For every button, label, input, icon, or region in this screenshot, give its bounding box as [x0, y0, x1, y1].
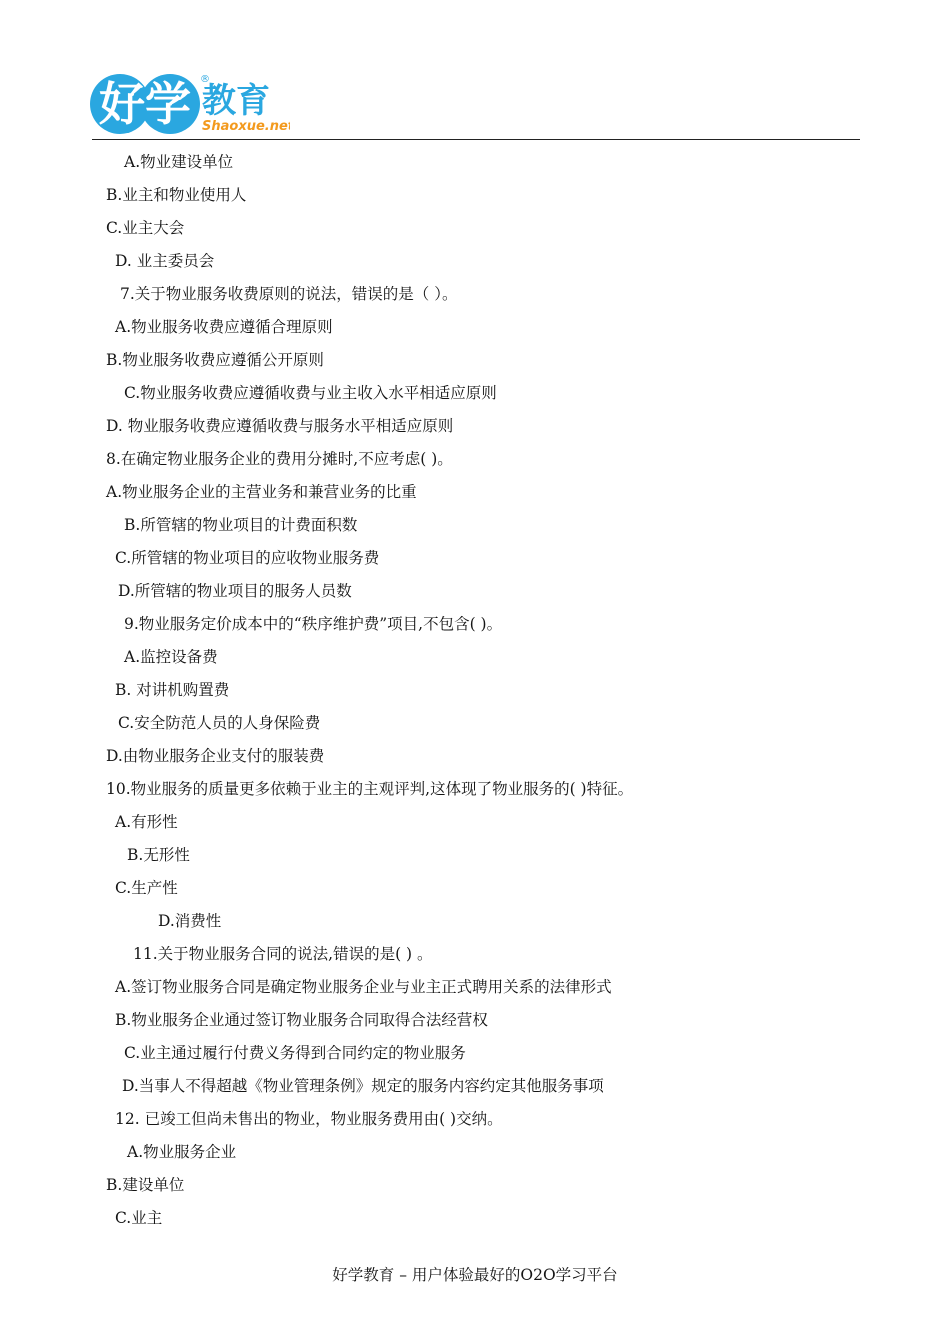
text-line: C.业主大会 [106, 219, 185, 237]
text-line: B.建设单位 [106, 1176, 185, 1194]
logo-sub-text: 教育 [202, 81, 270, 121]
text-line: A.物业建设单位 [124, 153, 234, 171]
logo-main-text: 好学 [99, 77, 191, 131]
text-line: C.安全防范人员的人身保险费 [118, 714, 321, 732]
text-line: D.所管辖的物业项目的服务人员数 [118, 582, 352, 600]
question-12: 12. 已竣工但尚未售出的物业，物业服务费用由( )交纳。 [115, 1110, 503, 1128]
text-line: B.物业服务收费应遵循公开原则 [106, 351, 324, 369]
text-line: A.物业服务企业 [127, 1143, 237, 1161]
text-line: D.当事人不得超越《物业管理条例》规定的服务内容约定其他服务事项 [122, 1077, 604, 1095]
text-line: A.签订物业服务合同是确定物业服务企业与业主正式聘用关系的法律形式 [115, 978, 612, 996]
text-line: C.所管辖的物业项目的应收物业服务费 [115, 549, 380, 567]
text-line: B.所管辖的物业项目的计费面积数 [124, 516, 358, 534]
question-9: 9.物业服务定价成本中的“秩序维护费”项目,不包含( )。 [124, 615, 503, 633]
text-line: B.业主和物业使用人 [106, 186, 247, 204]
text-line: B. 对讲机购置费 [115, 681, 230, 699]
question-10: 10.物业服务的质量更多依赖于业主的主观评判,这体现了物业服务的( )特征。 [106, 780, 634, 798]
text-line: D.消费性 [158, 912, 222, 930]
text-line: D. 业主委员会 [115, 252, 215, 270]
text-line: C.业主 [115, 1209, 163, 1227]
text-line: D. 物业服务收费应遵循收费与服务水平相适应原则 [106, 417, 454, 435]
text-line: A.有形性 [115, 813, 178, 831]
text-line: C.物业服务收费应遵循收费与业主收入水平相适应原则 [124, 384, 497, 402]
text-line: C.业主通过履行付费义务得到合同约定的物业服务 [124, 1044, 466, 1062]
text-line: B.无形性 [127, 846, 190, 864]
logo-registered-mark: ® [200, 74, 210, 85]
text-line: C.生产性 [115, 879, 178, 897]
header-rule [92, 139, 860, 140]
text-line: A.物业服务收费应遵循合理原则 [115, 318, 333, 336]
text-line: B.物业服务企业通过签订物业服务合同取得合法经营权 [115, 1011, 488, 1029]
text-line: A.物业服务企业的主营业务和兼营业务的比重 [106, 483, 417, 501]
text-line: D.由物业服务企业支付的服装费 [106, 747, 325, 765]
logo-site-text: Shaoxue.net [202, 119, 290, 134]
page-footer: 好学教育 – 用户体验最好的O2O学习平台 [332, 1266, 618, 1284]
text-line: A.监控设备费 [124, 648, 218, 666]
question-11: 11.关于物业服务合同的说法,错误的是( ) 。 [133, 945, 433, 963]
question-7: 7.关于物业服务收费原则的说法，错误的是（ ）。 [120, 285, 458, 303]
question-8: 8.在确定物业服务企业的费用分摊时,不应考虑( )。 [106, 450, 453, 468]
logo-graphic [90, 68, 290, 140]
logo [90, 68, 290, 140]
